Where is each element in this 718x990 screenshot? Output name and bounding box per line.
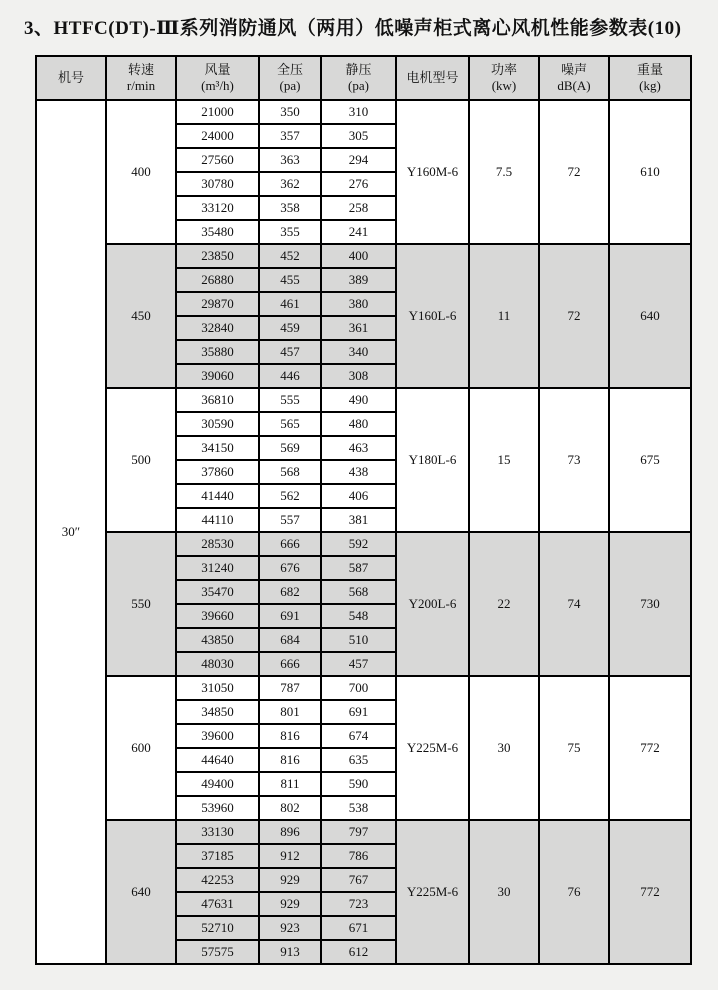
total-pressure-cell: 362: [259, 172, 321, 196]
column-header-noise: [539, 56, 609, 100]
airflow-cell: 29870: [176, 292, 259, 316]
header-label: 噪声: [560, 61, 587, 77]
airflow-cell: 33120: [176, 196, 259, 220]
static-pressure-cell: 438: [321, 460, 396, 484]
airflow-cell: 21000: [176, 100, 259, 124]
header-label: 电机型号: [406, 69, 459, 85]
airflow-cell: 42253: [176, 868, 259, 892]
total-pressure-cell: 666: [259, 652, 321, 676]
airflow-cell: 31050: [176, 676, 259, 700]
speed-cell: 500: [106, 388, 176, 532]
airflow-cell: 44640: [176, 748, 259, 772]
static-pressure-cell: 635: [321, 748, 396, 772]
header-label: 机号: [57, 69, 84, 85]
airflow-cell: 44110: [176, 508, 259, 532]
airflow-cell: 43850: [176, 628, 259, 652]
airflow-cell: 53960: [176, 796, 259, 820]
motor-model-cell: Y180L-6: [396, 388, 469, 532]
total-pressure-cell: 896: [259, 820, 321, 844]
header-unit: (pa): [279, 78, 301, 93]
airflow-cell: 23850: [176, 244, 259, 268]
airflow-cell: 24000: [176, 124, 259, 148]
total-pressure-cell: 666: [259, 532, 321, 556]
noise-cell: 72: [539, 244, 609, 388]
total-pressure-cell: 355: [259, 220, 321, 244]
header-label: 风量: [204, 61, 231, 77]
machine-size-cell: 30″: [36, 100, 106, 964]
table-body: [36, 100, 691, 964]
static-pressure-cell: 548: [321, 604, 396, 628]
total-pressure-cell: 912: [259, 844, 321, 868]
static-pressure-cell: 592: [321, 532, 396, 556]
noise-cell: 72: [539, 100, 609, 244]
header-unit: (m³/h): [201, 78, 234, 93]
airflow-cell: 37860: [176, 460, 259, 484]
total-pressure-cell: 913: [259, 940, 321, 964]
airflow-cell: 27560: [176, 148, 259, 172]
weight-cell: 772: [609, 676, 691, 820]
airflow-cell: 35480: [176, 220, 259, 244]
noise-cell: 75: [539, 676, 609, 820]
header-label: 静压: [345, 61, 372, 77]
data-row: [36, 676, 691, 700]
motor-model-cell: Y160L-6: [396, 244, 469, 388]
airflow-cell: 26880: [176, 268, 259, 292]
total-pressure-cell: 565: [259, 412, 321, 436]
speed-cell: 600: [106, 676, 176, 820]
static-pressure-cell: 389: [321, 268, 396, 292]
speed-cell: 550: [106, 532, 176, 676]
static-pressure-cell: 361: [321, 316, 396, 340]
weight-cell: 675: [609, 388, 691, 532]
motor-model-cell: Y225M-6: [396, 820, 469, 964]
total-pressure-cell: 816: [259, 724, 321, 748]
static-pressure-cell: 723: [321, 892, 396, 916]
total-pressure-cell: 816: [259, 748, 321, 772]
static-pressure-cell: 340: [321, 340, 396, 364]
column-header-weight: [609, 56, 691, 100]
total-pressure-cell: 455: [259, 268, 321, 292]
header-unit: (kw): [491, 78, 517, 93]
total-pressure-cell: 457: [259, 340, 321, 364]
speed-cell: 400: [106, 100, 176, 244]
noise-cell: 74: [539, 532, 609, 676]
total-pressure-cell: 929: [259, 892, 321, 916]
total-pressure-cell: 801: [259, 700, 321, 724]
airflow-cell: 39060: [176, 364, 259, 388]
total-pressure-cell: 350: [259, 100, 321, 124]
data-row: [36, 100, 691, 124]
static-pressure-cell: 612: [321, 940, 396, 964]
total-pressure-cell: 569: [259, 436, 321, 460]
total-pressure-cell: 684: [259, 628, 321, 652]
total-pressure-cell: 357: [259, 124, 321, 148]
static-pressure-cell: 767: [321, 868, 396, 892]
static-pressure-cell: 510: [321, 628, 396, 652]
airflow-cell: 30590: [176, 412, 259, 436]
total-pressure-cell: 452: [259, 244, 321, 268]
static-pressure-cell: 305: [321, 124, 396, 148]
header-unit: (pa): [348, 78, 369, 93]
static-pressure-cell: 691: [321, 700, 396, 724]
airflow-cell: 52710: [176, 916, 259, 940]
total-pressure-cell: 562: [259, 484, 321, 508]
noise-cell: 73: [539, 388, 609, 532]
total-pressure-cell: 568: [259, 460, 321, 484]
static-pressure-cell: 700: [321, 676, 396, 700]
static-pressure-cell: 406: [321, 484, 396, 508]
total-pressure-cell: 358: [259, 196, 321, 220]
speed-cell: 640: [106, 820, 176, 964]
total-pressure-cell: 923: [259, 916, 321, 940]
total-pressure-cell: 691: [259, 604, 321, 628]
power-cell: 22: [469, 532, 539, 676]
airflow-cell: 28530: [176, 532, 259, 556]
motor-model-cell: Y225M-6: [396, 676, 469, 820]
static-pressure-cell: 241: [321, 220, 396, 244]
data-row: [36, 532, 691, 556]
data-row: [36, 820, 691, 844]
static-pressure-cell: 590: [321, 772, 396, 796]
airflow-cell: 30780: [176, 172, 259, 196]
total-pressure-cell: 461: [259, 292, 321, 316]
column-header-static-pressure: [321, 56, 396, 100]
weight-cell: 640: [609, 244, 691, 388]
header-row: [36, 56, 691, 100]
column-header-power: [469, 56, 539, 100]
header-unit: r/min: [126, 78, 156, 93]
total-pressure-cell: 555: [259, 388, 321, 412]
static-pressure-cell: 258: [321, 196, 396, 220]
motor-model-cell: Y200L-6: [396, 532, 469, 676]
header-label: 功率: [490, 61, 517, 77]
total-pressure-cell: 787: [259, 676, 321, 700]
static-pressure-cell: 381: [321, 508, 396, 532]
weight-cell: 772: [609, 820, 691, 964]
static-pressure-cell: 276: [321, 172, 396, 196]
power-cell: 30: [469, 676, 539, 820]
airflow-cell: 37185: [176, 844, 259, 868]
static-pressure-cell: 671: [321, 916, 396, 940]
static-pressure-cell: 786: [321, 844, 396, 868]
airflow-cell: 32840: [176, 316, 259, 340]
weight-cell: 610: [609, 100, 691, 244]
header-unit: (kg): [639, 78, 661, 93]
static-pressure-cell: 674: [321, 724, 396, 748]
static-pressure-cell: 797: [321, 820, 396, 844]
airflow-cell: 47631: [176, 892, 259, 916]
static-pressure-cell: 308: [321, 364, 396, 388]
airflow-cell: 35880: [176, 340, 259, 364]
header-unit: dB(A): [557, 78, 591, 93]
static-pressure-cell: 490: [321, 388, 396, 412]
speed-cell: 450: [106, 244, 176, 388]
airflow-cell: 57575: [176, 940, 259, 964]
power-cell: 30: [469, 820, 539, 964]
total-pressure-cell: 811: [259, 772, 321, 796]
airflow-cell: 39600: [176, 724, 259, 748]
airflow-cell: 41440: [176, 484, 259, 508]
column-header-total-pressure: [259, 56, 321, 100]
data-row: [36, 244, 691, 268]
header-label: 全压: [276, 61, 303, 77]
weight-cell: 730: [609, 532, 691, 676]
airflow-cell: 34850: [176, 700, 259, 724]
airflow-cell: 33130: [176, 820, 259, 844]
header-label: 转速: [127, 61, 154, 77]
airflow-cell: 34150: [176, 436, 259, 460]
airflow-cell: 31240: [176, 556, 259, 580]
static-pressure-cell: 480: [321, 412, 396, 436]
static-pressure-cell: 538: [321, 796, 396, 820]
fan-spec-table: [35, 55, 692, 965]
page-title: 3、HTFC(DT)-Ⅲ系列消防通风（两用）低噪声柜式离心风机性能参数表(10): [24, 18, 682, 39]
column-header-machine: [36, 56, 106, 100]
power-cell: 11: [469, 244, 539, 388]
airflow-cell: 49400: [176, 772, 259, 796]
airflow-cell: 48030: [176, 652, 259, 676]
total-pressure-cell: 557: [259, 508, 321, 532]
total-pressure-cell: 802: [259, 796, 321, 820]
noise-cell: 76: [539, 820, 609, 964]
static-pressure-cell: 294: [321, 148, 396, 172]
static-pressure-cell: 380: [321, 292, 396, 316]
table-header: [36, 56, 691, 100]
total-pressure-cell: 363: [259, 148, 321, 172]
power-cell: 7.5: [469, 100, 539, 244]
total-pressure-cell: 446: [259, 364, 321, 388]
static-pressure-cell: 310: [321, 100, 396, 124]
static-pressure-cell: 568: [321, 580, 396, 604]
data-row: [36, 388, 691, 412]
header-label: 重量: [636, 61, 663, 77]
total-pressure-cell: 676: [259, 556, 321, 580]
column-header-motor-model: [396, 56, 469, 100]
power-cell: 15: [469, 388, 539, 532]
column-header-speed: [106, 56, 176, 100]
static-pressure-cell: 587: [321, 556, 396, 580]
total-pressure-cell: 682: [259, 580, 321, 604]
column-header-airflow: [176, 56, 259, 100]
total-pressure-cell: 929: [259, 868, 321, 892]
static-pressure-cell: 463: [321, 436, 396, 460]
static-pressure-cell: 400: [321, 244, 396, 268]
total-pressure-cell: 459: [259, 316, 321, 340]
airflow-cell: 35470: [176, 580, 259, 604]
airflow-cell: 39660: [176, 604, 259, 628]
static-pressure-cell: 457: [321, 652, 396, 676]
motor-model-cell: Y160M-6: [396, 100, 469, 244]
airflow-cell: 36810: [176, 388, 259, 412]
